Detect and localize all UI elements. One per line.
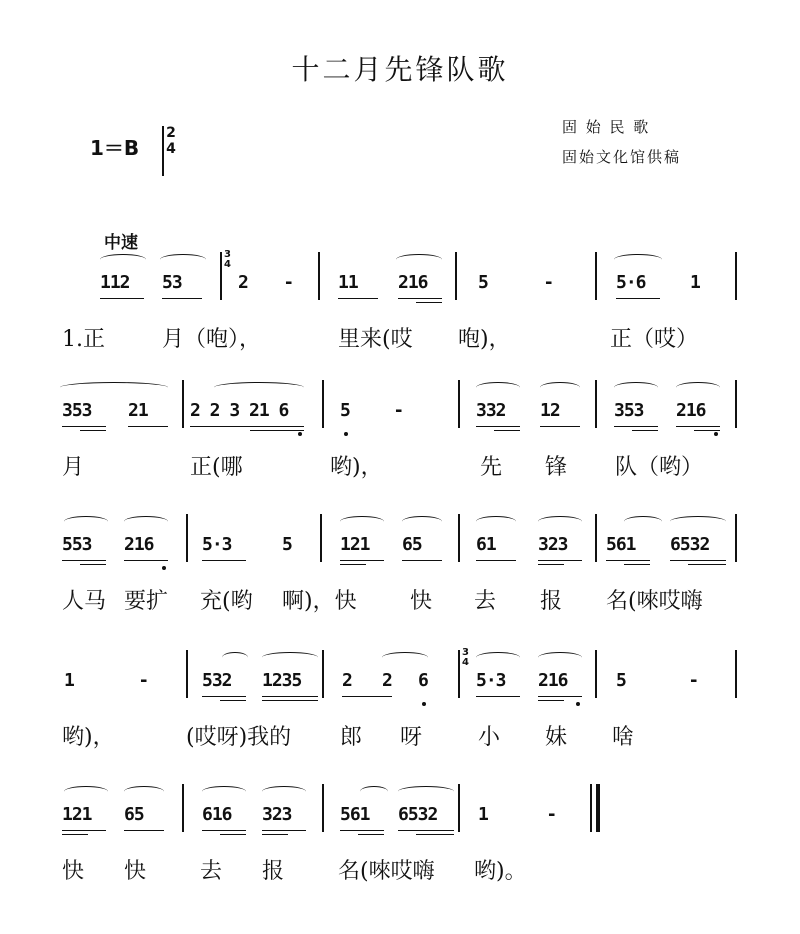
note-group: 112	[100, 272, 130, 293]
credit-source: 固 始 民 歌	[562, 118, 651, 136]
note-group: 65	[124, 804, 144, 825]
time-denominator: 4	[166, 141, 176, 157]
lyric: 呀	[400, 725, 423, 750]
note-group: 332	[476, 400, 506, 421]
note-group: 6532	[398, 804, 438, 825]
note-group: 121	[340, 534, 370, 555]
key-signature: 1＝B	[90, 136, 140, 160]
lyric: 正(哪	[190, 455, 243, 480]
note-group: 2	[238, 272, 248, 293]
score-system-2: 353 21 2 2 3 21 6 5 - 332 12 353 216 月 正(哪 哟)， 先 锋 队（哟）	[0, 380, 800, 530]
note-group: 5·3	[476, 670, 506, 691]
lyric: 1.正	[62, 327, 105, 352]
lyric: (哎呀)我的	[186, 725, 292, 750]
note-group: 561	[606, 534, 636, 555]
note-group: 5	[478, 272, 488, 293]
lyric: 哟)，	[330, 455, 383, 480]
lyric: 去	[200, 859, 223, 884]
lyric: 郎	[340, 725, 363, 750]
lyric: 报	[540, 589, 563, 614]
lyric: 月	[62, 455, 85, 480]
score-system-5: 121 65 616 323 561 6532 1 - 快 快 去 报 名(唻哎嗨 哟)。	[0, 784, 800, 934]
note-group: 353	[614, 400, 644, 421]
lyric: 充(哟	[200, 589, 253, 614]
lyric: 锋	[545, 455, 568, 480]
lyric: 里来(哎	[338, 327, 413, 352]
note-group: 1235	[262, 670, 302, 691]
lyric: 妹	[545, 725, 568, 750]
credit-provider: 固始文化馆供稿	[562, 148, 682, 166]
lyric: 队（哟）	[615, 455, 704, 480]
note-group: 65	[402, 534, 422, 555]
score-system-3	[0, 514, 800, 664]
lyric: 去	[474, 589, 497, 614]
note-group: 6532	[670, 534, 710, 555]
note-group: 1	[690, 272, 700, 293]
time-signature	[162, 125, 180, 157]
lyric: 咆)，	[458, 327, 511, 352]
note-group: 121	[62, 804, 92, 825]
note-group: 5	[340, 400, 350, 421]
note-group: 353	[62, 400, 92, 421]
lyric: 啥	[612, 725, 635, 750]
note-group: 6	[418, 670, 428, 691]
lyric: 正（哎）	[610, 327, 699, 352]
note-group: 216	[124, 534, 154, 555]
note-group: 323	[538, 534, 568, 555]
score-system-1: 112 53 3 4 2 - 11 216 5 - 5·6 1 1.正 月（咆）， 里来(哎 咆)， 正（哎）	[0, 252, 800, 402]
note-group: 5	[282, 534, 292, 555]
note-group: 11	[338, 272, 358, 293]
note-group: 1	[64, 670, 74, 691]
note-group: 323	[262, 804, 292, 825]
tempo-marking: 中速	[104, 233, 138, 253]
note-group: 21	[128, 400, 148, 421]
lyric: 月（咆），	[162, 327, 262, 352]
note-group: 216	[538, 670, 568, 691]
lyric: 哟)，	[62, 725, 115, 750]
lyric: 小	[478, 725, 501, 750]
lyric: 名(唻哎嗨	[606, 589, 703, 614]
note-group: 1	[478, 804, 488, 825]
note-group: 616	[202, 804, 232, 825]
note-group: 5·6	[616, 272, 646, 293]
lyric: 快	[62, 859, 85, 884]
lyric: 要扩	[124, 589, 169, 614]
lyric: 哟)。	[474, 859, 527, 884]
note-group: 61	[476, 534, 496, 555]
lyric: 快	[124, 859, 147, 884]
note-group: 2	[342, 670, 352, 691]
lyric: 名(唻哎嗨	[338, 859, 435, 884]
time-numerator: 2	[166, 125, 176, 141]
note-group: 553	[62, 534, 92, 555]
note-group: 216	[398, 272, 428, 293]
note-group: 5	[616, 670, 626, 691]
note-group: 53	[162, 272, 182, 293]
lyric: 人马	[62, 589, 107, 614]
song-title: 十二月先锋队歌	[291, 53, 509, 86]
score-system-4: 1 - 532 1235 2 2 6 3 4 5·3 216 5 - 哟)， (哎呀)我的 郎 呀 小 妹 啥	[0, 650, 800, 800]
note-group: 12	[540, 400, 560, 421]
note-group: 532	[202, 670, 232, 691]
lyric: 啊)，快	[282, 589, 357, 614]
note-group: 2 2 3 21 6	[190, 400, 289, 421]
note-group: 561	[340, 804, 370, 825]
lyric: 报	[262, 859, 285, 884]
lyric: 先	[480, 455, 503, 480]
note-group: 216	[676, 400, 706, 421]
lyric: 快	[410, 589, 433, 614]
note-group: 5·3	[202, 534, 232, 555]
note-group: 2	[382, 670, 392, 691]
